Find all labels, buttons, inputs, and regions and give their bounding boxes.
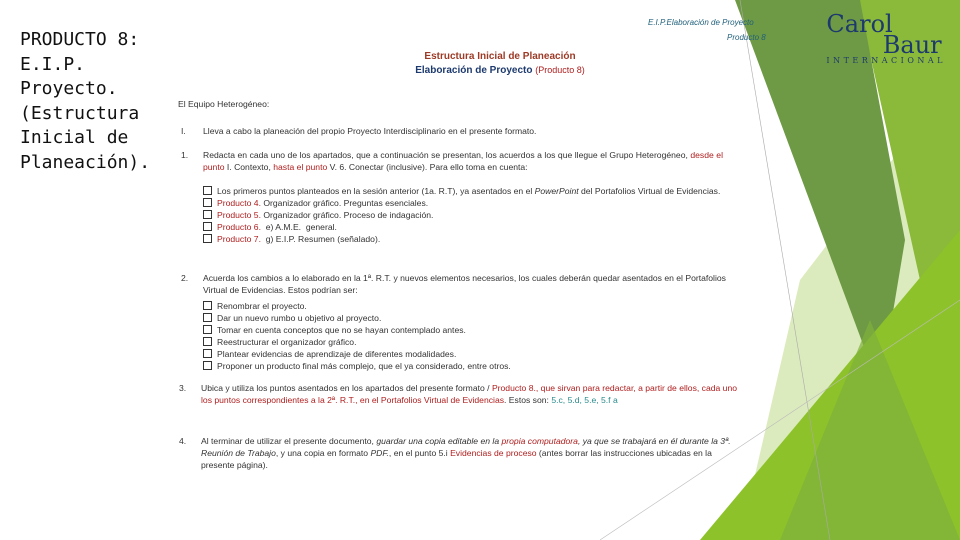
doc-subtitle bbox=[350, 65, 650, 76]
check-text: Organizador gráfico. Proceso de indagación. bbox=[260, 210, 434, 220]
check-text: g) E.I.P. Resumen (señalado). bbox=[260, 234, 381, 244]
item-1 bbox=[181, 149, 723, 173]
item-3 bbox=[179, 382, 746, 406]
item-4-red: Evidencias de proceso bbox=[450, 448, 537, 458]
checkbox-icon[interactable] bbox=[203, 210, 212, 219]
checklist-item bbox=[203, 324, 723, 336]
checklist-item bbox=[203, 336, 723, 348]
check-text: Renombrar el proyecto. bbox=[217, 301, 307, 311]
item-4-text: Al terminar de utilizar el presente documento, bbox=[201, 436, 377, 446]
item-3-red: Producto 8., que sirvan para redactar, a partir de ellos, cada uno los puntos correspondientes a la 2ª. R.T., en el Portafolios Virtual de Evidencias bbox=[201, 383, 738, 405]
checklist-item bbox=[203, 300, 723, 312]
logo-carol: Carol bbox=[826, 10, 893, 38]
slide-title: PRODUCTO 8: E.I.P. Proyecto. (Estructura Inicial de Planeación). bbox=[20, 29, 151, 173]
check-text: Plantear evidencias de aprendizaje de diferentes modalidades. bbox=[217, 349, 457, 359]
item-4 bbox=[179, 435, 741, 471]
checklist-item bbox=[203, 360, 723, 372]
item-1-red-b: hasta el punto bbox=[273, 162, 328, 172]
check-red: Producto 5. bbox=[217, 210, 261, 220]
checkbox-icon[interactable] bbox=[203, 349, 212, 358]
item-I bbox=[181, 125, 733, 137]
checklist-item bbox=[203, 312, 723, 324]
item-1-text-b: I. Contexto, bbox=[224, 162, 274, 172]
item-3-points: 5.c, 5.d, 5.e, 5.f a bbox=[551, 395, 618, 405]
logo-baur: Baur bbox=[882, 31, 942, 59]
item-1-checklist bbox=[203, 185, 738, 245]
check-text: e) A.M.E. general. bbox=[260, 222, 337, 232]
doc-subtitle-main: Elaboración de Proyecto bbox=[415, 65, 533, 76]
checkbox-icon[interactable] bbox=[203, 222, 212, 231]
check-text: Los primeros puntos planteados en la sesión anterior (1a. R.T), ya asentados en el bbox=[217, 186, 535, 196]
checkbox-icon[interactable] bbox=[203, 337, 212, 346]
check-text: Dar un nuevo rumbo u objetivo al proyecto. bbox=[217, 313, 382, 323]
check-red: Producto 6. bbox=[217, 222, 261, 232]
checkbox-icon[interactable] bbox=[203, 234, 212, 243]
item-2-checklist bbox=[203, 300, 723, 372]
item-3-number: 3. bbox=[179, 383, 187, 393]
check-text-after: del Portafolios Virtual de Evidencias. bbox=[578, 186, 721, 196]
item-4-italic-b: , ya que se trabajará en él durante la 3ª. Reunión de Trabajo bbox=[201, 436, 731, 458]
item-4-italic: guardar una copia editable en la bbox=[376, 436, 502, 446]
item-1-text: Redacta en cada uno de los apartados, que a continuación se presentan, los acuerdos a los que llegue el Grupo Heterogéneo, bbox=[203, 150, 691, 160]
check-text: Reestructurar el organizador gráfico. bbox=[217, 337, 357, 347]
carol-baur-logo bbox=[826, 10, 946, 65]
check-text: Tomar en cuenta conceptos que no se hayan contemplado antes. bbox=[217, 325, 466, 335]
item-4-pdf: PDF. bbox=[370, 448, 389, 458]
item-2-number: 2. bbox=[181, 273, 189, 283]
item-4-text-c: , en el punto 5.i bbox=[388, 448, 451, 458]
checkbox-icon[interactable] bbox=[203, 325, 212, 334]
check-text: Organizador gráfico. Preguntas esenciales. bbox=[260, 198, 429, 208]
checklist-item bbox=[203, 209, 738, 221]
checkbox-icon[interactable] bbox=[203, 301, 212, 310]
item-2 bbox=[181, 272, 728, 296]
item-I-number: I. bbox=[181, 126, 186, 136]
checklist-item bbox=[203, 233, 738, 245]
item-3-text-b: . Estos son: bbox=[504, 395, 552, 405]
intro-text: El Equipo Heterogéneo: bbox=[178, 99, 270, 109]
header-line2: Producto 8 bbox=[727, 33, 766, 42]
doc-title: Estructura Inicial de Planeación bbox=[424, 51, 576, 62]
item-4-red-italic: propia computadora bbox=[501, 436, 578, 446]
checklist-item bbox=[203, 221, 738, 233]
checkbox-icon[interactable] bbox=[203, 198, 212, 207]
check-text: Proponer un producto final más complejo, que el ya considerado, entre otros. bbox=[217, 361, 511, 371]
item-2-text: Acuerda los cambios a lo elaborado en la 1ª. R.T. y nuevos elementos necesarios, los cuales deberán quedar asentados en el Portafolios Virtual de Evidencias. Estos podrían ser: bbox=[203, 273, 726, 295]
item-3-text: Ubica y utiliza los puntos asentados en los apartados del presente formato / bbox=[201, 383, 492, 393]
checkbox-icon[interactable] bbox=[203, 313, 212, 322]
checkbox-icon[interactable] bbox=[203, 186, 212, 195]
checklist-item bbox=[203, 197, 738, 209]
checklist-item bbox=[203, 348, 723, 360]
header-line1: E.I.P.Elaboración de Proyecto bbox=[648, 18, 754, 27]
check-red: Producto 7. bbox=[217, 234, 261, 244]
item-1-text-c: V. 6. Conectar (inclusive). Para ello toma en cuenta: bbox=[327, 162, 528, 172]
item-1-number: 1. bbox=[181, 150, 189, 160]
checklist-item bbox=[203, 185, 738, 197]
logo-subtitle: INTERNACIONAL bbox=[826, 56, 946, 65]
item-4-text-b: , y una copia en formato bbox=[275, 448, 371, 458]
checkbox-icon[interactable] bbox=[203, 361, 212, 370]
item-4-number: 4. bbox=[179, 436, 187, 446]
item-4-text-d: (antes borrar las instrucciones ubicadas en la presente página). bbox=[201, 448, 712, 470]
item-1-red-a: desde el punto bbox=[203, 150, 723, 172]
check-red: Producto 4. bbox=[217, 198, 261, 208]
check-italic: PowerPoint bbox=[534, 186, 579, 196]
doc-subtitle-paren: (Producto 8) bbox=[535, 65, 585, 75]
item-I-text: Lleva a cabo la planeación del propio Proyecto Interdisciplinario en el presente formato. bbox=[203, 126, 537, 136]
